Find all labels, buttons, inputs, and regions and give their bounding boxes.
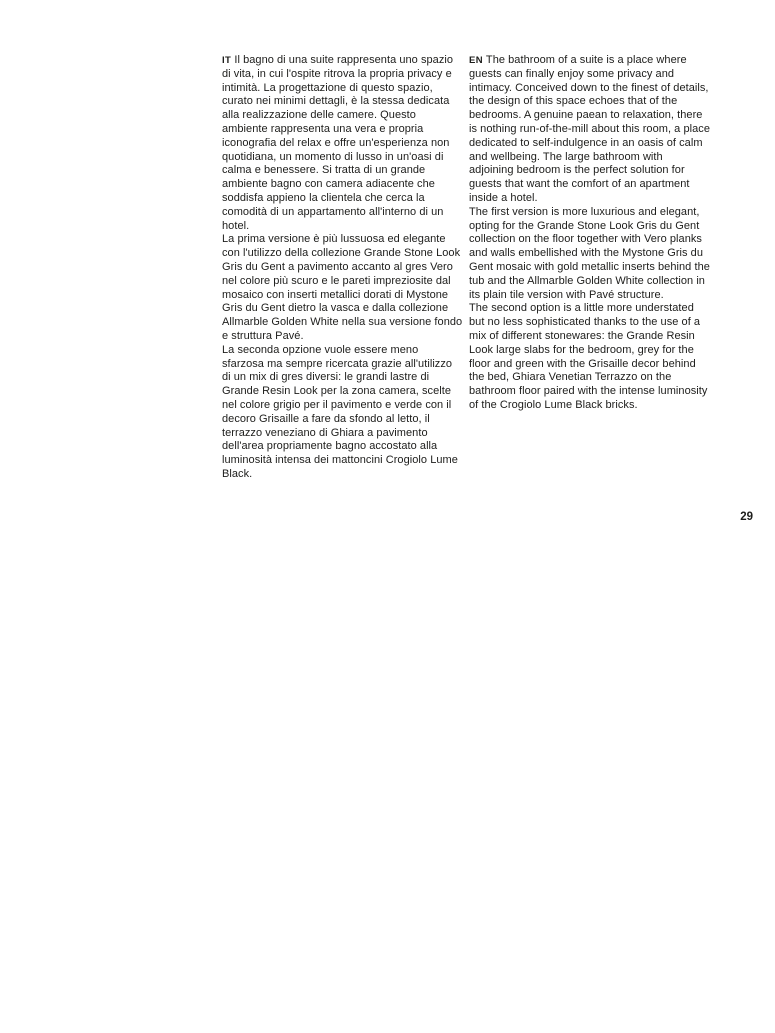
paragraph-en-3: The second option is a little more understated but no less sophisticated thanks to the use of a mix of different stonewares: the Grande Resin Look large slabs for the bedroom, grey for the floor and green with the Grisaille decor behind the bed, Ghiara Venetian Terrazzo on the bathroom floor paired with the intense luminosity of the Crogiolo Lume Black bricks. (469, 302, 708, 411)
paragraph-it-1-text: Il bagno di una suite rappresenta uno spazio di vita, in cui l'ospite ritrova la propria privacy e intimità. La progettazione di questo spazio, curato nei minimi dettagli, è la stessa dedicata alla realizzazione delle camere. Questo ambiente rappresenta una vera e propria iconografia del relax e offre un'esperienza non quotidiana, un momento di lusso in un'oasi di calma e benessere. Si tratta di un grande ambiente bagno con camera adiacente che soddisfa appieno la clientela che cerca la comodità di un appartamento all'interno di un hotel. (222, 54, 454, 232)
text-column-italian (222, 54, 463, 482)
text-column-english (469, 54, 710, 482)
paragraph-en-1 (469, 54, 710, 206)
language-label-it: IT (222, 55, 232, 66)
paragraph-it-3: La seconda opzione vuole essere meno sfarzosa ma sempre ricercata grazie all'utilizzo di un mix di gres diversi: le grandi lastre di Grande Resin Look per la zona camera, scelte nel colore grigio per il pavimento e verde con il decoro Grisaille a fare da sfondo al letto, il terrazzo veneziano di Ghiara a pavimento dell'area propriamente bagno accostato alla luminosità intensa dei mattoncini Crogiolo Lume Black. (222, 343, 458, 480)
page-number: 29 (740, 511, 753, 523)
paragraph-it-1 (222, 54, 463, 233)
paragraph-it-2: La prima versione è più lussuosa ed elegante con l'utilizzo della collezione Grande Stone Look Gris du Gent a pavimento accanto al gres Vero nel colore più scuro e le pareti impreziosite dal mosaico con inserti metallici dorati di Mystone Gris du Gent dietro la vasca e dalla collezione Allmarble Golden White nella sua versione fondo e struttura Pavé. (222, 233, 463, 342)
paragraph-en-2: The first version is more luxurious and elegant, opting for the Grande Stone Look Gris du Gent collection on the floor together with Vero planks and walls embellished with the Mystone Gris du Gent mosaic with gold metallic inserts behind the tub and the Allmarble Golden White collection in its plain tile version with Pavé structure. (469, 205, 710, 301)
language-label-en: EN (469, 55, 483, 66)
two-column-text-block (222, 54, 710, 482)
paragraph-en-1-text: The bathroom of a suite is a place where guests can finally enjoy some privacy and intimacy. Conceived down to the finest of details, the design of this space echoes that of the bedrooms. A genuine paean to relaxation, there is nothing run-of-the-mill about this room, a place dedicated to self-indulgence in an oasis of calm and wellbeing. The large bathroom with adjoining bedroom is the perfect solution for guests that want the comfort of an apartment inside a hotel. (469, 54, 710, 204)
